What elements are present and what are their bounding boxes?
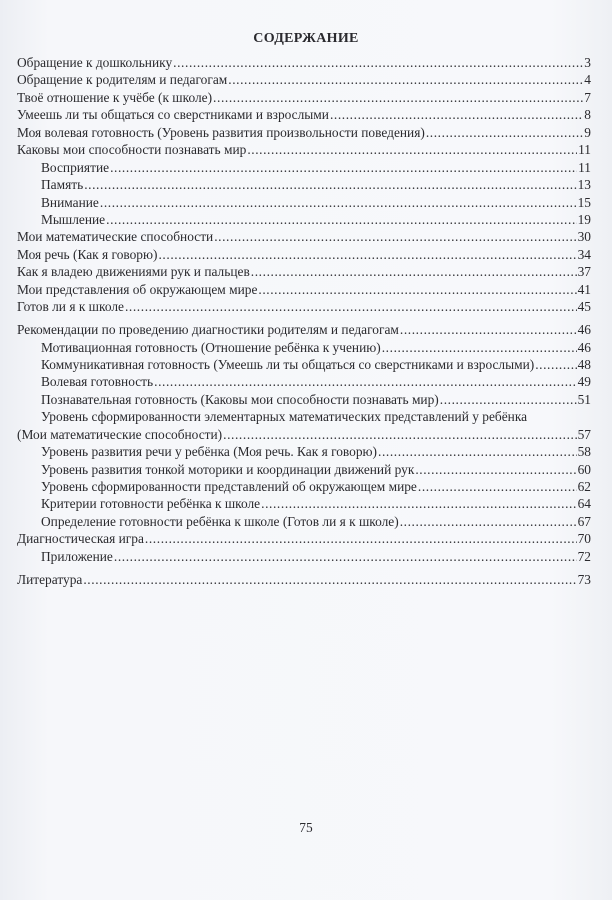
toc-entry-title: Мышление <box>41 211 106 227</box>
toc-entry <box>17 571 591 588</box>
toc-entry-title: Память <box>41 177 84 193</box>
toc-entry-title: Восприятие <box>41 159 110 175</box>
dot-leader <box>158 246 576 263</box>
dot-leader <box>400 513 577 530</box>
toc-title: СОДЕРЖАНИЕ <box>253 31 359 46</box>
toc-entry <box>17 548 591 565</box>
toc-entry-page: 46 <box>577 322 591 338</box>
toc-entry <box>17 211 591 228</box>
toc-entry <box>17 106 591 123</box>
toc-entry <box>17 71 591 88</box>
dot-leader <box>223 426 576 443</box>
dot-leader <box>378 443 577 460</box>
toc-entry <box>17 246 591 263</box>
toc-entry <box>17 176 591 193</box>
dot-leader <box>251 263 577 280</box>
toc-entry-title: Литература <box>17 571 83 587</box>
toc-entry <box>17 443 591 460</box>
toc-entry-page: 70 <box>577 531 591 547</box>
dot-leader <box>213 89 583 106</box>
toc-entry-page: 62 <box>577 479 591 494</box>
toc-entry <box>17 495 591 512</box>
toc-entry-page: 48 <box>577 356 591 372</box>
toc-entry-title: Моя речь (Как я говорю) <box>17 246 158 262</box>
toc-entry-page: 13 <box>577 177 591 193</box>
page-number: 75 <box>299 820 313 835</box>
dot-leader <box>84 176 576 193</box>
toc-entry-title: Мотивационная готовность (Отношение ребёнка к учению) <box>41 339 381 355</box>
dot-leader <box>535 356 576 373</box>
toc-entry <box>17 461 591 478</box>
toc-entry <box>17 89 591 106</box>
toc-entry-title: Каковы мои способности познавать мир <box>17 142 247 158</box>
toc-entry <box>17 513 591 530</box>
toc-entry-page: 37 <box>577 264 591 280</box>
dot-leader <box>114 548 577 565</box>
dot-leader <box>125 298 577 315</box>
toc-entry <box>17 530 591 547</box>
toc-entry-page: 34 <box>577 246 591 262</box>
toc-entry-page: 73 <box>577 571 591 587</box>
toc-entry-title: (Мои математические способности) <box>17 426 223 442</box>
dot-leader <box>214 228 576 245</box>
toc-entry <box>17 281 591 298</box>
dot-leader <box>418 478 577 495</box>
toc-entry <box>17 298 591 315</box>
toc-entry-page: 3 <box>584 55 591 70</box>
toc-entry-page: 51 <box>577 391 591 407</box>
toc-entry-title: Коммуникативная готовность (Умеешь ли ты общаться со сверстниками и взрослыми) <box>41 356 535 372</box>
toc-entry-page: 60 <box>577 461 591 477</box>
toc-entry-title: Уровень сформированности элементарных математических представлений у ребёнка <box>41 409 528 425</box>
dot-leader <box>173 54 583 71</box>
toc-entry-title: Волевая готовность <box>41 374 154 390</box>
toc-entry-page: 64 <box>577 496 591 512</box>
toc-entry-page: 49 <box>577 374 591 390</box>
toc-entry <box>17 124 591 141</box>
toc-entry-title: Определение готовности ребёнка к школе (Готов ли я к школе) <box>41 513 399 529</box>
toc-entry <box>17 356 591 373</box>
toc-entry-title: Уровень сформированности представлений об окружающем мире <box>41 479 417 494</box>
dot-leader <box>400 321 577 338</box>
toc-entry <box>17 321 591 338</box>
dot-leader <box>440 391 577 408</box>
toc-entry-title: Обращение к родителям и педагогам <box>17 72 228 88</box>
toc-entry-page: 30 <box>577 229 591 245</box>
dot-leader <box>415 461 576 478</box>
toc-entry-page: 41 <box>577 281 591 297</box>
toc-entry-title: Критерии готовности ребёнка к школе <box>41 496 261 512</box>
toc-entry-page: 72 <box>577 548 591 564</box>
toc-entry <box>17 228 591 245</box>
toc-entry-page: 45 <box>577 299 591 315</box>
dot-leader <box>100 194 577 211</box>
dot-leader <box>382 339 577 356</box>
toc-entry-title: Умеешь ли ты общаться со сверстниками и взрослыми <box>17 107 329 123</box>
toc-entry-title: Моя волевая готовность (Уровень развития произвольности поведения) <box>17 124 425 140</box>
toc-entry <box>17 54 591 71</box>
toc-entry-title: Приложение <box>41 548 113 564</box>
toc-entry <box>17 159 591 176</box>
toc-entry-title: Уровень развития тонкой моторики и координации движений рук <box>41 461 415 477</box>
toc-entry-title: Внимание <box>41 194 99 210</box>
toc-entry-title: Обращение к дошкольнику <box>17 55 173 70</box>
toc-entry-title: Рекомендации по проведению диагностики родителям и педагогам <box>17 322 399 338</box>
toc-entry <box>17 194 591 211</box>
toc-entry-page: 58 <box>577 444 591 460</box>
toc-entry <box>17 141 591 158</box>
toc-entry-page: 19 <box>577 211 591 227</box>
toc-entry-page: 11 <box>578 142 591 158</box>
toc-entry <box>17 339 591 356</box>
toc-entry-title: Твоё отношение к учёбе (к школе) <box>17 89 213 105</box>
dot-leader <box>247 141 577 158</box>
toc-entry <box>17 263 591 280</box>
toc-entry-page: 46 <box>577 339 591 355</box>
toc-entry-page: 57 <box>577 426 591 442</box>
toc-entry-title: Мои представления об окружающем мире <box>17 281 258 297</box>
toc-entry-title: Диагностическая игра <box>17 531 144 547</box>
dot-leader <box>106 211 576 228</box>
table-of-contents <box>17 54 591 588</box>
toc-entry <box>17 408 591 425</box>
toc-entry-page: 9 <box>584 124 591 140</box>
dot-leader <box>330 106 583 123</box>
toc-entry-page: 15 <box>577 194 591 210</box>
dot-leader <box>426 124 583 141</box>
dot-leader <box>83 571 576 588</box>
toc-entry-title: Готов ли я к школе <box>17 299 124 315</box>
toc-entry <box>17 373 591 390</box>
dot-leader <box>258 281 576 298</box>
toc-entry <box>17 391 591 408</box>
toc-entry <box>17 478 591 495</box>
toc-entry-page: 11 <box>578 159 591 175</box>
dot-leader <box>261 495 576 512</box>
toc-entry-page: 67 <box>577 513 591 529</box>
toc-entry-page: 8 <box>584 107 591 123</box>
toc-entry-page: 7 <box>584 89 591 105</box>
toc-entry-page: 4 <box>584 72 591 88</box>
toc-entry-title: Мои математические способности <box>17 229 214 245</box>
toc-entry <box>17 426 591 443</box>
dot-leader <box>154 373 576 390</box>
dot-leader <box>110 159 577 176</box>
toc-entry-title: Уровень развития речи у ребёнка (Моя речь. Как я говорю) <box>41 444 378 460</box>
dot-leader <box>228 71 583 88</box>
toc-entry-title: Познавательная готовность (Каковы мои способности познавать мир) <box>41 391 439 407</box>
dot-leader <box>145 530 577 547</box>
toc-entry-title: Как я владею движениями рук и пальцев <box>17 264 250 280</box>
